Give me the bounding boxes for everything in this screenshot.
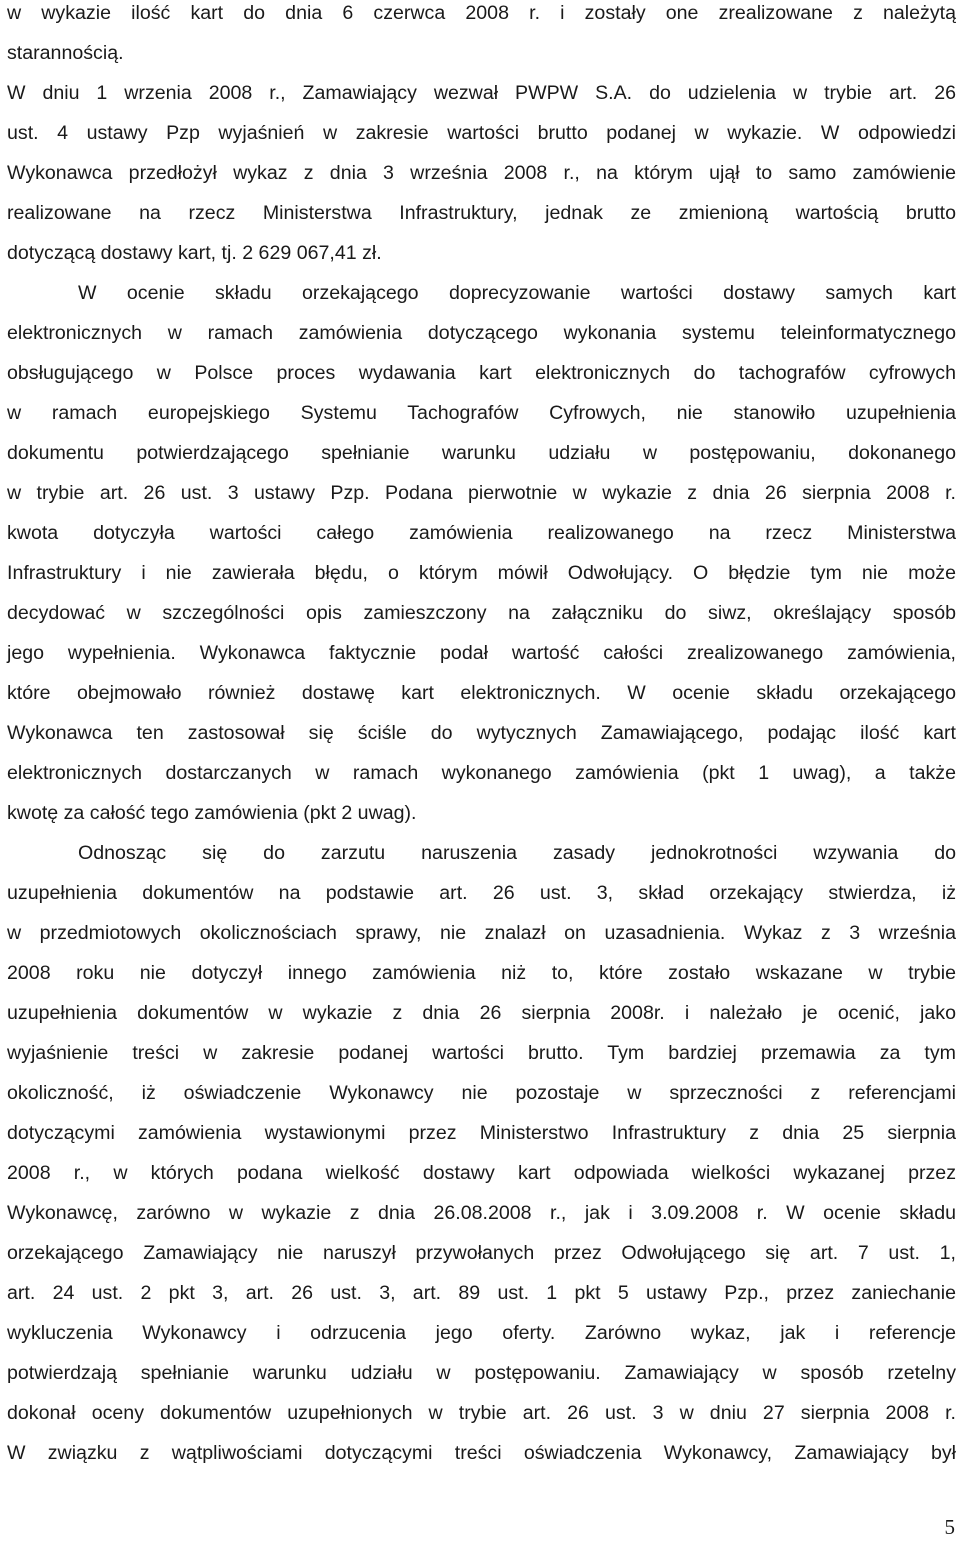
text-line: realizowane na rzecz Ministerstwa Infrastruktury, jednak ze zmienioną wartością brutto [7,202,956,224]
text-line: uzupełnienia dokumentów na podstawie art. 26 ust. 3, skład orzekający stwierdza, iż [7,882,956,904]
text-line: potwierdzają spełnianie warunku udziału w postępowaniu. Zamawiający w sposób rzetelny [7,1362,956,1384]
text-line: Odnosząc się do zarzutu naruszenia zasady jednokrotności wzywania do [78,842,956,864]
text-line: art. 24 ust. 2 pkt 3, art. 26 ust. 3, art. 89 ust. 1 pkt 5 ustawy Pzp., przez zaniechanie [7,1282,956,1304]
text-line: W ocenie składu orzekającego doprecyzowanie wartości dostawy samych kart [78,282,956,304]
text-line: ust. 4 ustawy Pzp wyjaśnień w zakresie wartości brutto podanej w wykazie. W odpowiedzi [7,122,956,144]
text-line: dokumentu potwierdzającego spełnianie warunku udziału w postępowaniu, dokonanego [7,442,956,464]
text-line: starannością. [7,42,124,64]
text-line: okoliczność, iż oświadczenie Wykonawcy nie pozostaje w sprzeczności z referencjami [7,1082,956,1104]
text-line: obsługującego w Polsce proces wydawania kart elektronicznych do tachografów cyfrowych [7,362,956,384]
text-line: jego wypełnienia. Wykonawca faktycznie podał wartość całości zrealizowanego zamówienia, [7,642,956,664]
text-line: w przedmiotowych okolicznościach sprawy, nie znalazł on uzasadnienia. Wykaz z 3 września [7,922,956,944]
text-line: elektronicznych w ramach zamówienia dotyczącego wykonania systemu teleinformatycznego [7,322,956,344]
text-line: dotyczącymi zamówienia wystawionymi przez Ministerstwo Infrastruktury z dnia 25 sierpnia [7,1122,956,1144]
page-number: 5 [944,1515,955,1539]
text-line: Infrastruktury i nie zawierała błędu, o którym mówił Odwołujący. O błędzie tym nie może [7,562,956,584]
text-line: w trybie art. 26 ust. 3 ustawy Pzp. Podana pierwotnie w wykazie z dnia 26 sierpnia 2008 r. [7,482,956,504]
text-line: Wykonawca przedłożył wykaz z dnia 3 września 2008 r., na którym ujął to samo zamówienie [7,162,956,184]
text-line: dotyczącą dostawy kart, tj. 2 629 067,41 zł. [7,242,382,264]
text-line: wykluczenia Wykonawcy i odrzucenia jego oferty. Zarówno wykaz, jak i referencje [7,1322,956,1344]
text-line: kwotę za całość tego zamówienia (pkt 2 uwag). [7,802,417,824]
text-line: W dniu 1 wrzenia 2008 r., Zamawiający wezwał PWPW S.A. do udzielenia w trybie art. 26 [7,82,956,104]
text-line: 2008 r., w których podana wielkość dostawy kart odpowiada wielkości wykazanej przez [7,1162,956,1184]
text-line: uzupełnienia dokumentów w wykazie z dnia 26 sierpnia 2008r. i należało je ocenić, jako [7,1002,956,1024]
text-line: elektronicznych dostarczanych w ramach wykonanego zamówienia (pkt 1 uwag), a także [7,762,956,784]
text-line: Wykonawcę, zarówno w wykazie z dnia 26.08.2008 r., jak i 3.09.2008 r. W ocenie składu [7,1202,956,1224]
text-line: W związku z wątpliwościami dotyczącymi treści oświadczenia Wykonawcy, Zamawiający był [7,1442,956,1464]
text-line: kwota dotyczyła wartości całego zamówienia realizowanego na rzecz Ministerstwa [7,522,956,544]
text-line: orzekającego Zamawiający nie naruszył przywołanych przez Odwołującego się art. 7 ust. 1, [7,1242,956,1264]
text-line: decydować w szczególności opis zamieszczony na załączniku do siwz, określający sposób [7,602,956,624]
text-line: Wykonawca ten zastosował się ściśle do wytycznych Zamawiającego, podając ilość kart [7,722,956,744]
text-line: wyjaśnienie treści w zakresie podanej wartości brutto. Tym bardziej przemawia za tym [7,1042,956,1064]
text-line: które obejmowało również dostawę kart elektronicznych. W ocenie składu orzekającego [7,682,956,704]
text-line: w wykazie ilość kart do dnia 6 czerwca 2008 r. i zostały one zrealizowane z należytą [7,2,956,24]
text-line: dokonał oceny dokumentów uzupełnionych w trybie art. 26 ust. 3 w dniu 27 sierpnia 2008 r. [7,1402,956,1424]
text-line: 2008 roku nie dotyczył innego zamówienia niż to, które zostało wskazane w trybie [7,962,956,984]
text-line: w ramach europejskiego Systemu Tachografów Cyfrowych, nie stanowiło uzupełnienia [7,402,956,424]
